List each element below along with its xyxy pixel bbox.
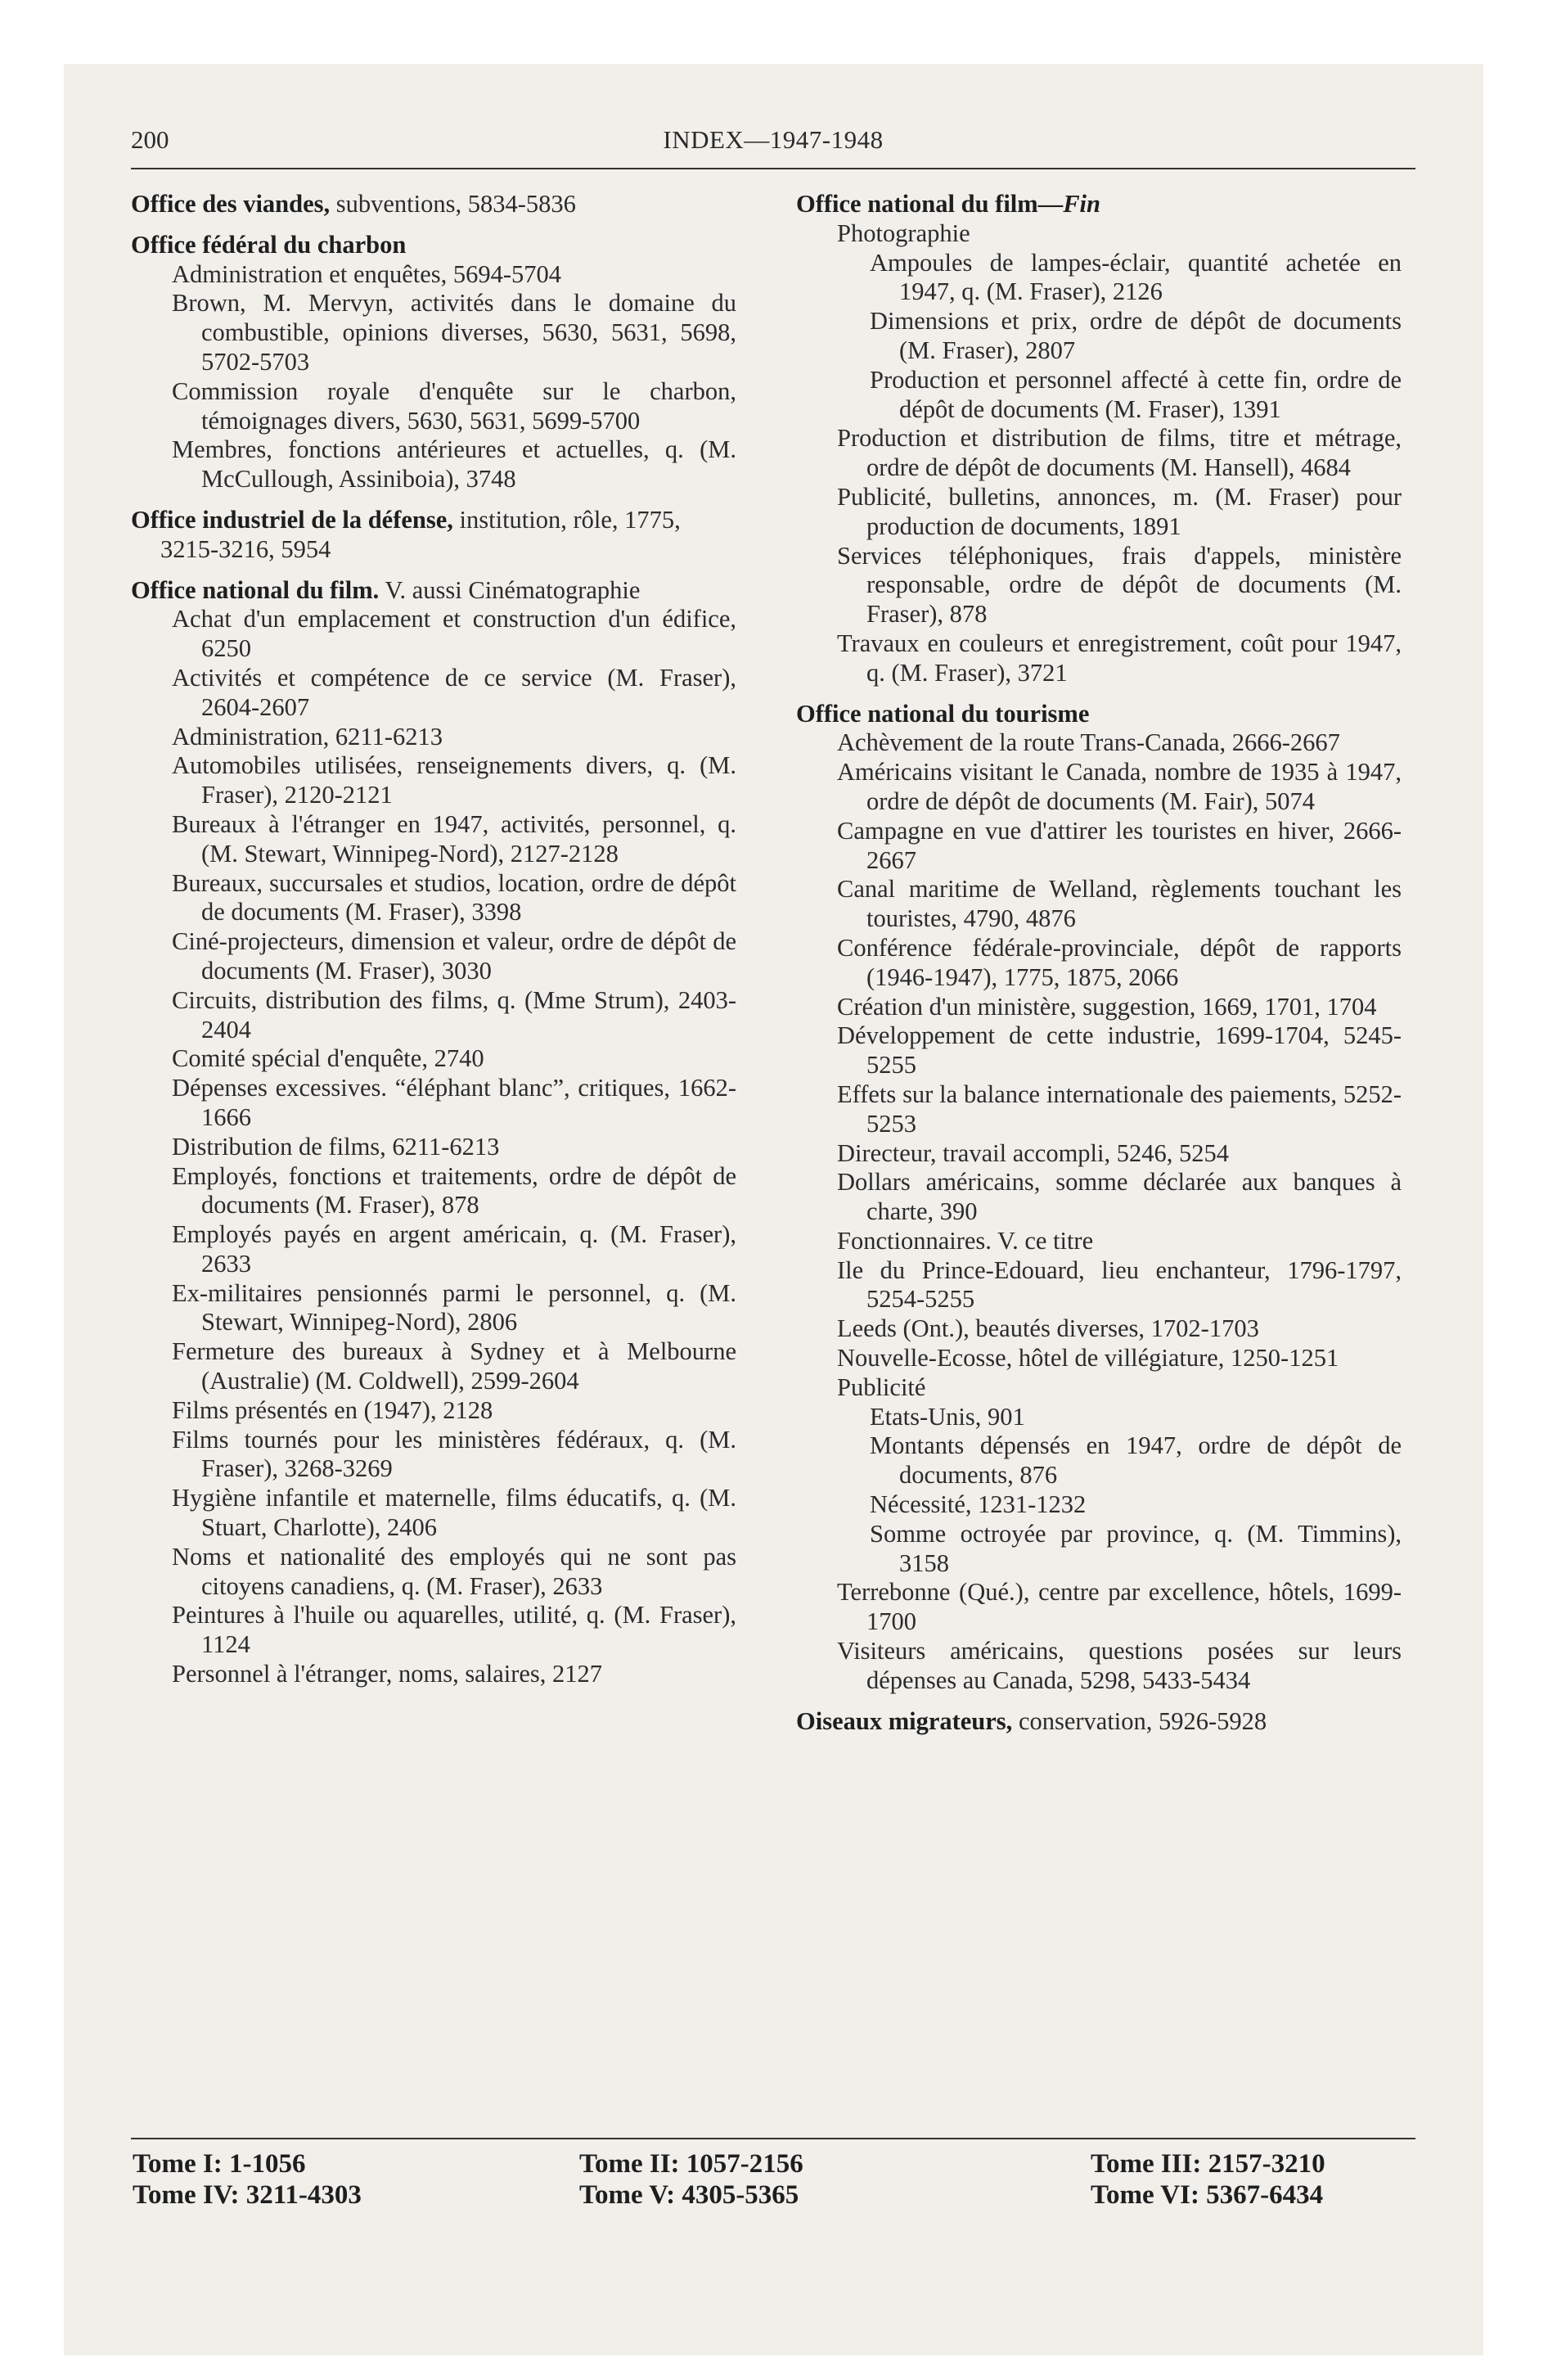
sub-entry: Membres, fonctions antérieures et actuelles, q. (M. McCullough, Assiniboia), 3748 (172, 435, 736, 494)
entry-heading: Office industriel de la défense, (131, 505, 453, 534)
sub-entry: Publicité, bulletins, annonces, m. (M. Fraser) pour production de documents, 1891 (837, 482, 1402, 540)
index-entry (131, 576, 736, 1689)
sub-entry: Hygiène infantile et maternelle, films éducatifs, q. (M. Stuart, Charlotte), 2406 (172, 1484, 736, 1542)
sub-entry: Dimensions et prix, ordre de dépôt de documents (M. Fraser), 2807 (870, 307, 1402, 364)
sub-entry: Fonctionnaires. V. ce titre (837, 1226, 1094, 1255)
entry-heading-line (131, 506, 736, 565)
entry-text: subventions, 5834-5836 (330, 190, 576, 218)
entry-heading-line (131, 231, 736, 260)
sub-entry: Ex-militaires pensionnés parmi le personnel, q. (M. Stewart, Winnipeg-Nord), 2806 (172, 1278, 736, 1336)
sub-entry: Publicité (837, 1373, 926, 1401)
sub-entry: Films tournés pour les ministères fédéraux, q. (M. Fraser), 3268-3269 (172, 1425, 736, 1483)
sub-entry: Circuits, distribution des films, q. (Mme Strum), 2403-2404 (172, 985, 736, 1044)
sub-entry: Commission royale d'enquête sur le charbon, témoignages divers, 5630, 5631, 5699-5700 (172, 376, 736, 435)
tome-range: Tome III: 2157-3210 (1091, 2149, 1325, 2179)
sub-entry: Directeur, travail accompli, 5246, 5254 (837, 1138, 1229, 1167)
sub-entry: Leeds (Ont.), beautés diverses, 1702-1703 (837, 1314, 1259, 1343)
sub-entry: Photographie (837, 219, 970, 247)
sub-entry: Bureaux, succursales et studios, location, ordre de dépôt de documents (M. Fraser), 3398 (172, 868, 736, 926)
sub-entry: Nouvelle-Ecosse, hôtel de villégiature, 1250-1251 (837, 1344, 1339, 1373)
left-column (131, 190, 736, 1701)
sub-entry: Dollars américains, somme déclarée aux banques à charte, 390 (837, 1168, 1402, 1226)
sub-entry: Employés, fonctions et traitements, ordre de dépôt de documents (M. Fraser), 878 (172, 1161, 736, 1219)
page-number: 200 (131, 125, 169, 154)
sub-entry: Conférence fédérale-provinciale, dépôt de rapports (1946-1947), 1775, 1875, 2066 (837, 933, 1402, 991)
header-rule (131, 168, 1415, 169)
right-column (796, 190, 1402, 1747)
sub-entry: Nécessité, 1231-1232 (870, 1490, 1087, 1519)
sub-entry: Personnel à l'étranger, noms, salaires, 2127 (172, 1660, 603, 1688)
sub-entry: Films présentés en (1947), 2128 (172, 1395, 493, 1424)
sub-entry: Visiteurs américains, questions posées sur leurs dépenses au Canada, 5298, 5433-5434 (837, 1637, 1402, 1694)
entry-heading-line (796, 1707, 1402, 1737)
sub-entry: Etats-Unis, 901 (870, 1402, 1025, 1431)
sub-entry: Campagne en vue d'attirer les touristes en hiver, 2666-2667 (837, 816, 1402, 874)
entry-heading: Office national du film. (131, 575, 380, 604)
tome-range: Tome II: 1057-2156 (579, 2149, 803, 2179)
sub-entry: Ampoules de lampes-éclair, quantité achetée en 1947, q. (M. Fraser), 2126 (870, 248, 1402, 306)
sub-entry: Peintures à l'huile ou aquarelles, utilité, q. (M. Fraser), 1124 (172, 1601, 736, 1659)
tome-range: Tome IV: 3211-4303 (133, 2180, 362, 2210)
sub-entry: Développement de cette industrie, 1699-1704, 5245-5255 (837, 1021, 1402, 1080)
sub-entry: Effets sur la balance internationale des paiements, 5252-5253 (837, 1080, 1402, 1138)
index-entry (131, 190, 736, 219)
tome-range: Tome VI: 5367-6434 (1091, 2180, 1324, 2210)
sub-entry: Achèvement de la route Trans-Canada, 2666-2667 (837, 728, 1340, 757)
sub-entry: Fermeture des bureaux à Sydney et à Melbourne (Australie) (M. Coldwell), 2599-2604 (172, 1337, 736, 1395)
entry-heading: Office fédéral du charbon (131, 230, 407, 259)
entry-heading: Oiseaux migrateurs, (796, 1706, 1013, 1735)
footer-column-1 (133, 2148, 362, 2211)
sub-entry: Ciné-projecteurs, dimension et valeur, ordre de dépôt de documents (M. Fraser), 3030 (172, 927, 736, 985)
entry-text: V. aussi Cinématographie (379, 575, 641, 604)
page-header (131, 125, 1415, 155)
sub-entry: Distribution de films, 6211-6213 (172, 1132, 500, 1161)
entry-heading-line (796, 700, 1402, 729)
footer-rule (131, 2138, 1415, 2139)
sub-entry: Création d'un ministère, suggestion, 1669, 1701, 1704 (837, 992, 1377, 1021)
entry-heading: Office national du tourisme (796, 699, 1090, 728)
index-entry (131, 506, 736, 565)
running-head: INDEX—1947-1948 (663, 125, 884, 154)
sub-entry: Américains visitant le Canada, nombre de 1935 à 1947, ordre de dépôt de documents (M. Fair), 5074 (837, 758, 1402, 815)
sub-entry: Dépenses excessives. “éléphant blanc”, critiques, 1662-1666 (172, 1074, 736, 1131)
tome-range: Tome I: 1-1056 (133, 2149, 306, 2179)
index-entry (796, 1707, 1402, 1737)
entry-heading-suffix: Fin (1063, 190, 1100, 218)
entry-heading: Office des viandes, (131, 190, 331, 218)
index-entry (796, 700, 1402, 1696)
sub-entry: Automobiles utilisées, renseignements divers, q. (M. Fraser), 2120-2121 (172, 751, 736, 809)
sub-entry: Canal maritime de Welland, règlements touchant les touristes, 4790, 4876 (837, 875, 1402, 933)
sub-entry: Travaux en couleurs et enregistrement, coût pour 1947, q. (M. Fraser), 3721 (837, 629, 1402, 687)
tome-range: Tome V: 4305-5365 (579, 2180, 799, 2210)
entry-heading: Office national du film— (796, 190, 1064, 218)
sub-entry: Employés payés en argent américain, q. (M. Fraser), 2633 (172, 1220, 736, 1278)
sub-entry: Comité spécial d'enquête, 2740 (172, 1044, 484, 1073)
sub-entry: Somme octroyée par province, q. (M. Timmins), 3158 (870, 1519, 1402, 1577)
sub-entry: Bureaux à l'étranger en 1947, activités, personnel, q. (M. Stewart, Winnipeg-Nord), 2127-2128 (172, 809, 736, 868)
sub-entry: Administration, 6211-6213 (172, 722, 443, 751)
sub-entry: Ile du Prince-Edouard, lieu enchanteur, 1796-1797, 5254-5255 (837, 1255, 1402, 1314)
sub-entry: Production et distribution de films, titre et métrage, ordre de dépôt de documents (M. Hansell), 4684 (837, 424, 1402, 482)
sub-entry: Montants dépensés en 1947, ordre de dépôt de documents, 876 (870, 1431, 1402, 1490)
entry-heading-line (131, 576, 736, 606)
sub-entry: Brown, M. Mervyn, activités dans le domaine du combustible, opinions diverses, 5630, 5631, 5698, 5702-5703 (172, 289, 736, 376)
sub-entry: Achat d'un emplacement et construction d'un édifice, 6250 (172, 605, 736, 663)
footer-column-3 (1091, 2148, 1325, 2211)
sub-entry: Services téléphoniques, frais d'appels, ministère responsable, ordre de dépôt de documents (M. Fraser), 878 (837, 541, 1402, 629)
index-entry (796, 190, 1402, 688)
footer-column-2 (579, 2148, 803, 2211)
entry-text: institution, rôle, 1775, 3215-3216, 5954 (160, 505, 681, 563)
index-entry (131, 231, 736, 494)
sub-entry: Production et personnel affecté à cette fin, ordre de dépôt de documents (M. Fraser), 1391 (870, 365, 1402, 423)
entry-heading-line (131, 190, 736, 219)
sub-entry: Terrebonne (Qué.), centre par excellence, hôtels, 1699-1700 (837, 1578, 1402, 1636)
sub-entry: Noms et nationalité des employés qui ne sont pas citoyens canadiens, q. (M. Fraser), 2633 (172, 1542, 736, 1600)
entry-text: conservation, 5926-5928 (1012, 1706, 1267, 1735)
sub-entry: Administration et enquêtes, 5694-5704 (172, 259, 562, 288)
sub-entry: Activités et compétence de ce service (M. Fraser), 2604-2607 (172, 663, 736, 721)
entry-heading-line (796, 190, 1402, 219)
